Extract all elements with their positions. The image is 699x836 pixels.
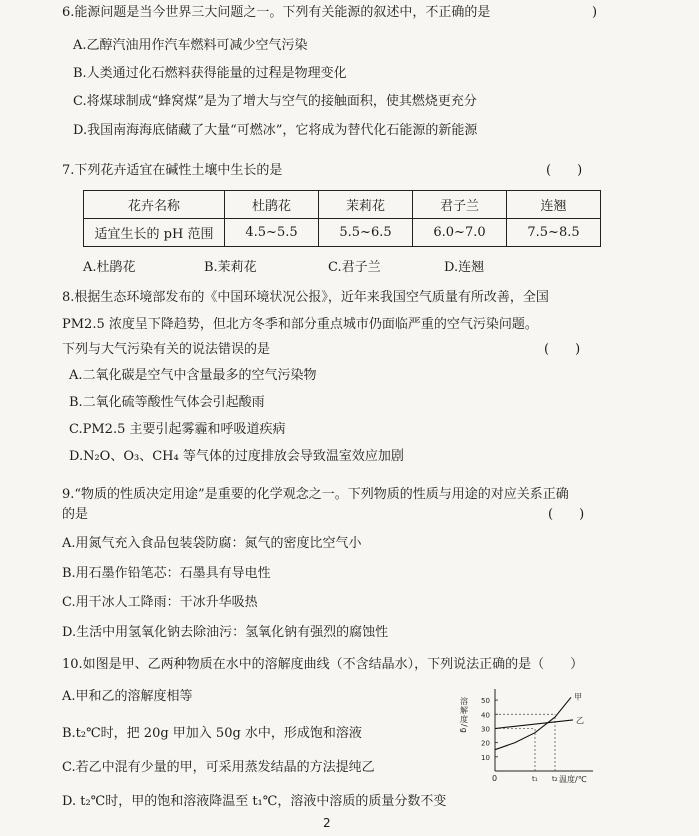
q6-option-a: A.乙醇汽油用作汽车燃料可减少空气污染 <box>73 38 308 53</box>
q8-option-b: B.二氧化硫等酸性气体会引起酸雨 <box>69 395 265 410</box>
q6-option-d: D.我国南海海底储藏了大量“可燃冰”，它将成为替代化石能源的新能源 <box>73 123 478 138</box>
q6-option-b: B.人类通过化石燃料获得能量的过程是物理变化 <box>73 66 347 81</box>
table-header-row <box>84 191 601 219</box>
q10-option-d: D. t₂℃时，甲的饱和溶液降温至 t₁℃，溶液中溶质的质量分数不变 <box>62 794 447 809</box>
table-cell: 连翘 <box>507 191 601 219</box>
q7-option-b: B.茉莉花 <box>204 260 257 275</box>
y-tick-label: 30 <box>481 725 490 734</box>
table-cell: 6.0~7.0 <box>413 219 507 247</box>
table-cell: 花卉名称 <box>84 191 225 219</box>
series-layer <box>495 692 584 749</box>
table-cell: 4.5~5.5 <box>225 219 319 247</box>
q10-option-c: C.若乙中混有少量的甲，可采用蒸发结晶的方法提纯乙 <box>62 760 375 775</box>
y-tick-label: 20 <box>481 739 490 748</box>
series-label: 甲 <box>574 692 582 702</box>
q8-option-a: A.二氧化碳是空气中含量最多的空气污染物 <box>69 368 317 383</box>
q9-stem-line-2: 的是 <box>62 507 89 522</box>
table-cell: 5.5~6.5 <box>319 219 413 247</box>
q9-answer-paren: ( ) <box>548 507 585 522</box>
q9-option-a: A.用氮气充入食品包装袋防腐：氮气的密度比空气小 <box>62 536 362 551</box>
q10-stem: 10.如图是甲、乙两种物质在水中的溶解度曲线（不含结晶水），下列说法正确的是（ ） <box>62 657 584 672</box>
series-line-yi <box>495 720 573 729</box>
q7-option-c: C.君子兰 <box>328 260 381 275</box>
q10-option-a: A.甲和乙的溶解度相等 <box>62 689 193 704</box>
q7-answer-paren: ( ) <box>546 163 583 178</box>
q10-option-b: B.t₂℃时，把 20g 甲加入 50g 水中，形成饱和溶液 <box>62 726 362 741</box>
x-tick-label: t₂ <box>552 775 558 783</box>
q8-stem-line-2: PM2.5 浓度呈下降趋势，但北方冬季和部分重点城市仍面临严重的空气污染问题。 <box>62 317 538 332</box>
q9-option-b: B.用石墨作铅笔芯：石墨具有导电性 <box>62 566 271 581</box>
table-cell: 杜鹃花 <box>225 191 319 219</box>
table-cell: 适宜生长的 pH 范围 <box>84 219 225 247</box>
q8-stem-line-1: 8.根据生态环境部发布的《中国环境状况公报》，近年来我国空气质量有所改善，全国 <box>62 290 549 305</box>
q6-option-c: C.将煤球制成“蜂窝煤”是为了增大与空气的接触面积，使其燃烧更充分 <box>73 94 477 109</box>
y-tick-label: 50 <box>481 697 490 706</box>
q8-stem-line-3: 下列与大气污染有关的说法错误的是 <box>62 342 271 357</box>
ph-table <box>83 190 601 247</box>
table-cell: 7.5~8.5 <box>507 219 601 247</box>
table-cell: 茉莉花 <box>319 191 413 219</box>
q9-option-c: C.用干冰人工降雨：干冰升华吸热 <box>62 595 258 610</box>
q7-option-a: A.杜鹃花 <box>83 260 136 275</box>
q8-answer-paren: ( ) <box>544 342 581 357</box>
y-tick-label: 10 <box>481 753 490 762</box>
q7-option-d: D.连翘 <box>444 260 485 275</box>
q7-stem: 7.下列花卉适宜在碱性土壤中生长的是 <box>62 163 283 178</box>
q6-stem: 6.能源问题是当今世界三大问题之一。下列有关能源的叙述中，不正确的是 <box>62 5 491 20</box>
q8-option-c: C.PM2.5 主要引起雾霾和呼吸道疾病 <box>69 422 286 437</box>
solubility-chart <box>455 683 605 787</box>
chart-axes <box>495 689 593 771</box>
y-tick-label: 40 <box>481 711 490 720</box>
x-axis-label: 温度/℃ <box>559 775 587 784</box>
q6-answer-paren: ) <box>592 5 598 20</box>
page-number: 2 <box>323 816 331 830</box>
origin-label: 0 <box>492 774 498 783</box>
q9-option-d: D.生活中用氢氧化钠去除油污：氢氧化钠有强烈的腐蚀性 <box>62 625 389 640</box>
q8-option-d: D.N₂O、O₃、CH₄ 等气体的过度排放会导致温室效应加剧 <box>69 449 404 464</box>
series-line-jia <box>495 697 571 749</box>
y-axis-label: 溶解度/g <box>459 697 469 734</box>
q9-stem-line-1: 9.“物质的性质决定用途”是重要的化学观念之一。下列物质的性质与用途的对应关系正确 <box>62 487 569 502</box>
table-row <box>84 219 601 247</box>
table-cell: 君子兰 <box>413 191 507 219</box>
x-tick-label: t₁ <box>532 775 538 783</box>
series-label: 乙 <box>576 715 584 725</box>
